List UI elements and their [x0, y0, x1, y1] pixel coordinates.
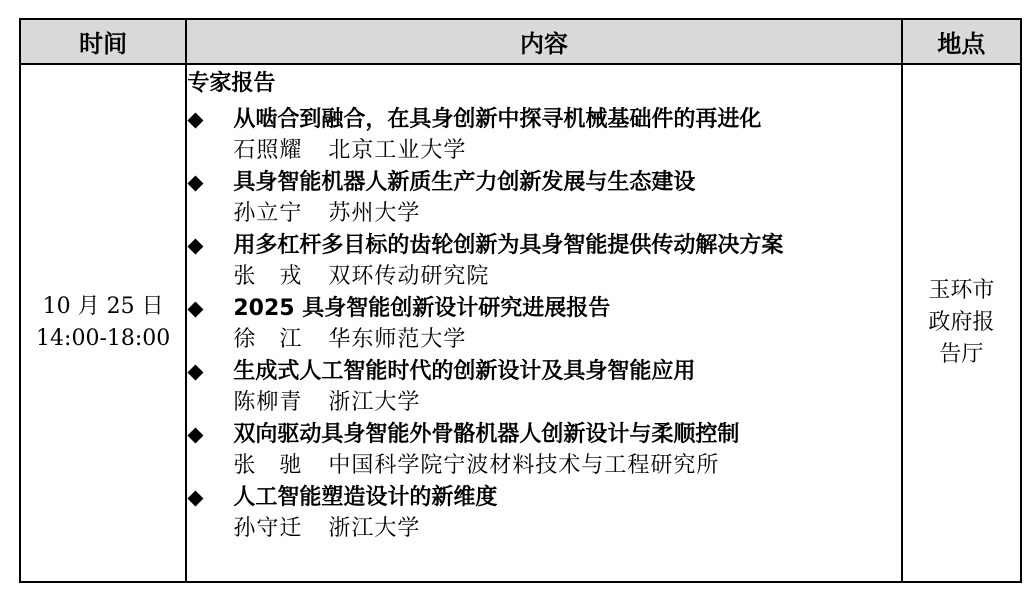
speaker-line: [233, 136, 900, 166]
speaker-name: 张 戎: [233, 264, 303, 289]
diamond-bullet-icon: ◆: [187, 170, 204, 194]
speaker-affiliation: 浙江大学: [328, 516, 421, 541]
speaker-line: [233, 451, 900, 481]
speaker-name: 张 驰: [233, 453, 303, 478]
speaker-line: [233, 262, 900, 292]
list-item: [187, 292, 900, 355]
diamond-bullet-icon: ◆: [187, 422, 204, 446]
list-item: [187, 166, 900, 229]
speaker-affiliation: 双环传动研究院: [328, 264, 490, 289]
talk-title: 2025 具身智能创新设计研究进展报告: [233, 296, 611, 321]
speaker-name: 孙守迁: [233, 516, 303, 541]
speaker-affiliation: 中国科学院宁波材料技术与工程研究所: [328, 453, 720, 478]
list-item: [187, 103, 900, 166]
place-cell: [902, 64, 1021, 582]
talk-title: 双向驱动具身智能外骨骼机器人创新设计与柔顺控制: [233, 422, 740, 447]
diamond-bullet-icon: ◆: [187, 359, 204, 383]
speaker-line: [233, 325, 900, 355]
table-row: [20, 64, 1021, 582]
speaker-affiliation: 浙江大学: [328, 390, 421, 415]
table-header-row: [20, 19, 1021, 64]
diamond-bullet-icon: ◆: [187, 296, 204, 320]
speaker-name: 徐 江: [233, 327, 303, 352]
header-time: 时间: [20, 19, 186, 64]
talk-title: 人工智能塑造设计的新维度: [233, 485, 498, 510]
list-item: [187, 418, 900, 481]
time-range-text: 14:00-18:00: [36, 326, 171, 351]
diamond-bullet-icon: ◆: [187, 233, 204, 257]
speaker-affiliation: 北京工业大学: [328, 138, 467, 163]
section-title: 专家报告: [187, 71, 276, 96]
speaker-line: [233, 514, 900, 544]
list-item: [187, 481, 900, 544]
talk-title: 从啮合到融合，在具身创新中探寻机械基础件的再进化: [233, 107, 762, 132]
speaker-line: [233, 199, 900, 229]
time-cell: [20, 64, 186, 582]
diamond-bullet-icon: ◆: [187, 107, 204, 131]
header-place: 地点: [902, 19, 1021, 64]
place-text: 玉环市政府报告厅: [928, 278, 995, 367]
talk-title: 生成式人工智能时代的创新设计及具身智能应用: [233, 359, 696, 384]
list-item: [187, 229, 900, 292]
speaker-line: [233, 388, 900, 418]
content-cell: [186, 64, 901, 582]
speaker-affiliation: 苏州大学: [328, 201, 421, 226]
header-content: 内容: [186, 19, 901, 64]
diamond-bullet-icon: ◆: [187, 485, 204, 509]
schedule-table: [19, 18, 1022, 583]
speaker-name: 陈柳青: [233, 390, 303, 415]
speaker-affiliation: 华东师范大学: [328, 327, 467, 352]
date-text: 10 月 25 日: [42, 294, 164, 319]
speaker-name: 孙立宁: [233, 201, 303, 226]
talk-title: 具身智能机器人新质生产力创新发展与生态建设: [233, 170, 696, 195]
talk-title: 用多杠杆多目标的齿轮创新为具身智能提供传动解决方案: [233, 233, 784, 258]
list-item: [187, 355, 900, 418]
speaker-name: 石照耀: [233, 138, 303, 163]
